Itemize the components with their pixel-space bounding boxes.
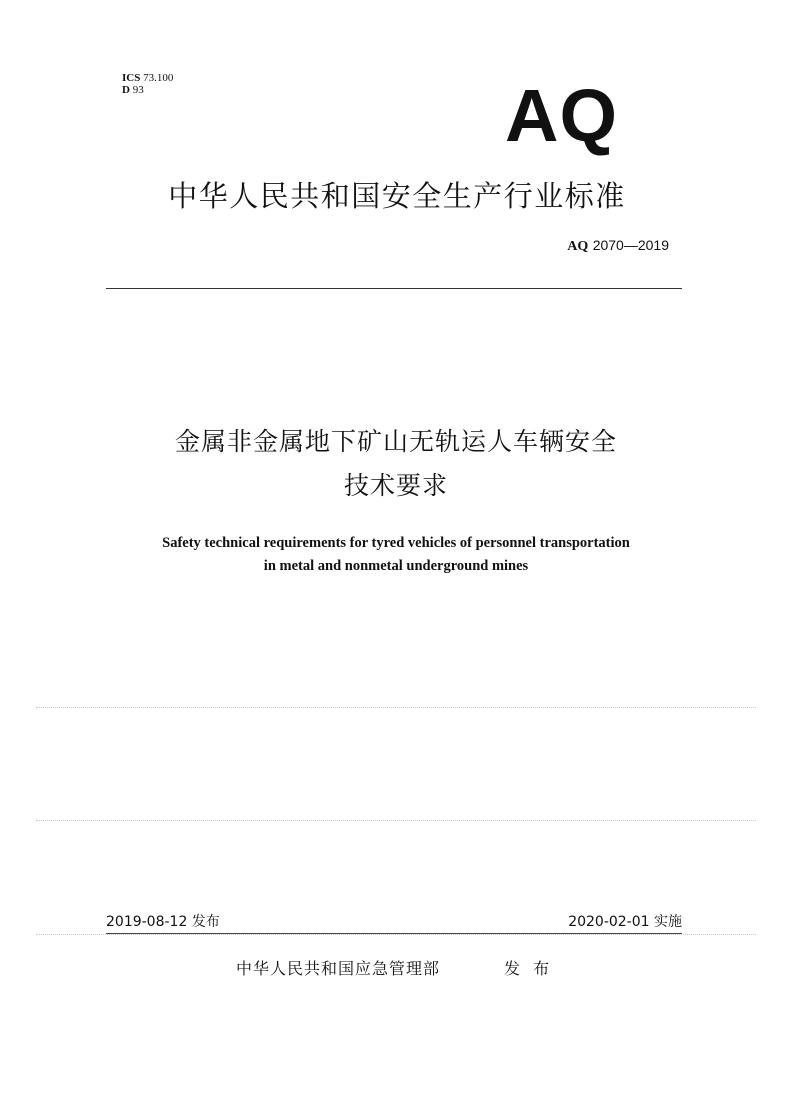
header-divider xyxy=(106,288,682,289)
ics-value: 73.100 xyxy=(143,72,174,84)
standard-number-prefix: AQ xyxy=(567,239,589,254)
ccs-value: 93 xyxy=(132,84,144,96)
ccs-label: D xyxy=(122,84,130,96)
ccs-code xyxy=(122,84,173,96)
date-divider xyxy=(106,933,682,934)
title-cn-line2: 技术要求 xyxy=(343,471,448,500)
dotted-separator xyxy=(36,820,756,821)
title-cn-line1: 金属非金属地下矿山无轨运人车辆安全 xyxy=(174,427,617,456)
issue-label: 发 布 xyxy=(504,959,554,978)
aq-logo xyxy=(505,74,645,157)
title-en-line2: in metal and nonmetal underground mines xyxy=(263,558,529,574)
title-en-line1: Safety technical requirements for tyred vehicles of personnel transportation xyxy=(162,535,630,551)
classification-codes xyxy=(122,72,173,96)
dotted-separator xyxy=(36,707,756,708)
issuing-authority: 中华人民共和国应急管理部 xyxy=(236,959,441,978)
dotted-separator xyxy=(36,934,756,935)
standard-number-value: 2070—2019 xyxy=(592,237,669,253)
ics-label: ICS xyxy=(122,72,141,84)
ics-code xyxy=(122,72,173,84)
standard-number xyxy=(567,236,669,256)
standard-category: 中华人民共和国安全生产行业标准 xyxy=(168,179,626,213)
logo-text: AQ xyxy=(505,74,618,157)
publish-date: 2019-08-12 发布 xyxy=(106,914,220,930)
implement-date: 2020-02-01 实施 xyxy=(568,914,682,930)
